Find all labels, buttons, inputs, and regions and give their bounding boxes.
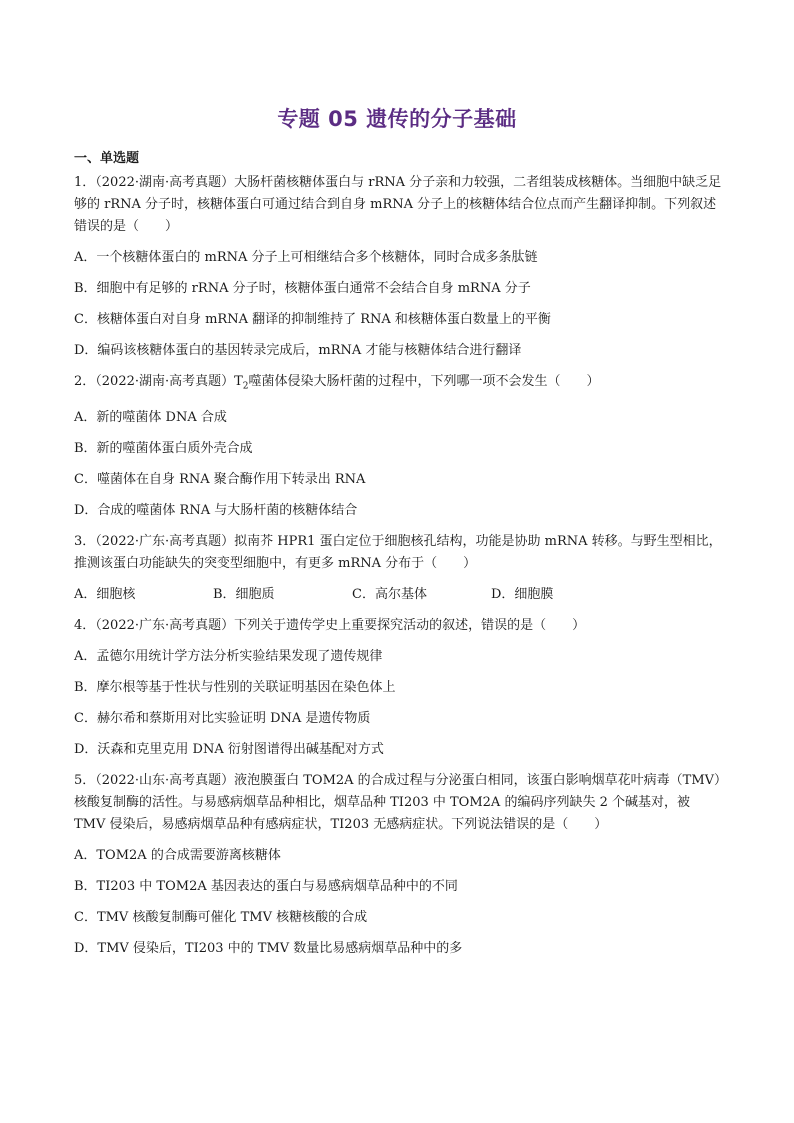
question-stem: 1．（2022·湖南·高考真题）大肠杆菌核糖体蛋白与 rRNA 分子亲和力较强，二者组装成核糖体。当细胞中缺乏足够的 rRNA 分子时，核糖体蛋白可通过结合到自身 mRNA 分子上的核糖体结合位点而产生翻译抑制。下列叙述错误的是（ ） — [74, 175, 722, 234]
option-a: A．新的噬菌体 DNA 合成 — [74, 409, 227, 425]
question-2 — [74, 371, 724, 522]
option-c: C．高尔基体 — [352, 586, 427, 602]
stem-suffix: 噬菌体侵染大肠杆菌的过程中，下列哪一项不会发生（ ） — [248, 374, 600, 389]
question-stem: 5．（2022·山东·高考真题）液泡膜蛋白 TOM2A 的合成过程与分泌蛋白相同，该蛋白影响烟草花叶病毒（TMV）核酸复制酶的活性。与易感病烟草品种相比，烟草品种 TI203 中 TOM2A 的编码序列缺失 2 个碱基对，被 TMV 侵染后，易感病烟草品种有感病症状，TI203 无感病症状。下列说法错误的是（ ） — [74, 772, 721, 832]
option-b: B．细胞质 — [213, 586, 275, 602]
option-d: D．细胞膜 — [491, 586, 554, 602]
option-d: D．TMV 侵染后，TI203 中的 TMV 数量比易感病烟草品种中的多 — [74, 940, 463, 956]
option-b: B．摩尔根等基于性状与性别的关联证明基因在染色体上 — [74, 679, 396, 695]
option-d: D．编码该核糖体蛋白的基因转录完成后，mRNA 才能与核糖体结合进行翻译 — [74, 343, 522, 358]
page-title: 专题 05 遗传的分子基础 — [277, 107, 517, 131]
question-list — [74, 172, 724, 969]
option-c: C．核糖体蛋白对自身 mRNA 翻译的抑制维持了 RNA 和核糖体蛋白数量上的平衡 — [74, 312, 551, 327]
stem-prefix: 2．（2022·湖南·高考真题）T — [74, 374, 243, 389]
option-a: A．孟德尔用统计学方法分析实验结果发现了遗传规律 — [74, 648, 383, 664]
option-c: C．TMV 核酸复制酶可催化 TMV 核糖核酸的合成 — [74, 909, 368, 925]
option-b: B．细胞中有足够的 rRNA 分子时，核糖体蛋白通常不会结合自身 mRNA 分子 — [74, 281, 531, 296]
option-d: D．合成的噬菌体 RNA 与大肠杆菌的核糖体结合 — [74, 502, 358, 518]
option-a: A．细胞核 — [74, 586, 136, 602]
question-1 — [74, 172, 724, 362]
option-a: A．一个核糖体蛋白的 mRNA 分子上可相继结合多个核糖体，同时合成多条肽链 — [74, 250, 538, 265]
question-stem: 3．（2022·广东·高考真题）拟南芥 HPR1 蛋白定位于细胞核孔结构，功能是协助 mRNA 转移。与野生型相比，推测该蛋白功能缺失的突变型细胞中，有更多 mRNA 分布于（ ） — [74, 533, 722, 571]
question-3 — [74, 531, 724, 606]
question-4 — [74, 615, 724, 761]
stem-subscript: 2 — [242, 381, 249, 392]
question-stem — [74, 371, 724, 398]
option-b: B．新的噬菌体蛋白质外壳合成 — [74, 440, 253, 456]
question-5 — [74, 770, 724, 960]
option-c: C．噬菌体在自身 RNA 聚合酶作用下转录出 RNA — [74, 471, 366, 487]
option-d: D．沃森和克里克用 DNA 衍射图谱得出碱基配对方式 — [74, 741, 384, 757]
option-b: B．TI203 中 TOM2A 基因表达的蛋白与易感病烟草品种中的不同 — [74, 878, 458, 894]
question-stem: 4．（2022·广东·高考真题）下列关于遗传学史上重要探究活动的叙述，错误的是（ ） — [74, 617, 586, 633]
option-row — [74, 584, 724, 606]
option-a: A．TOM2A 的合成需要游离核糖体 — [74, 847, 281, 863]
section-heading: 一、单选题 — [74, 151, 140, 166]
option-c: C．赫尔希和蔡斯用对比实验证明 DNA 是遗传物质 — [74, 710, 371, 726]
